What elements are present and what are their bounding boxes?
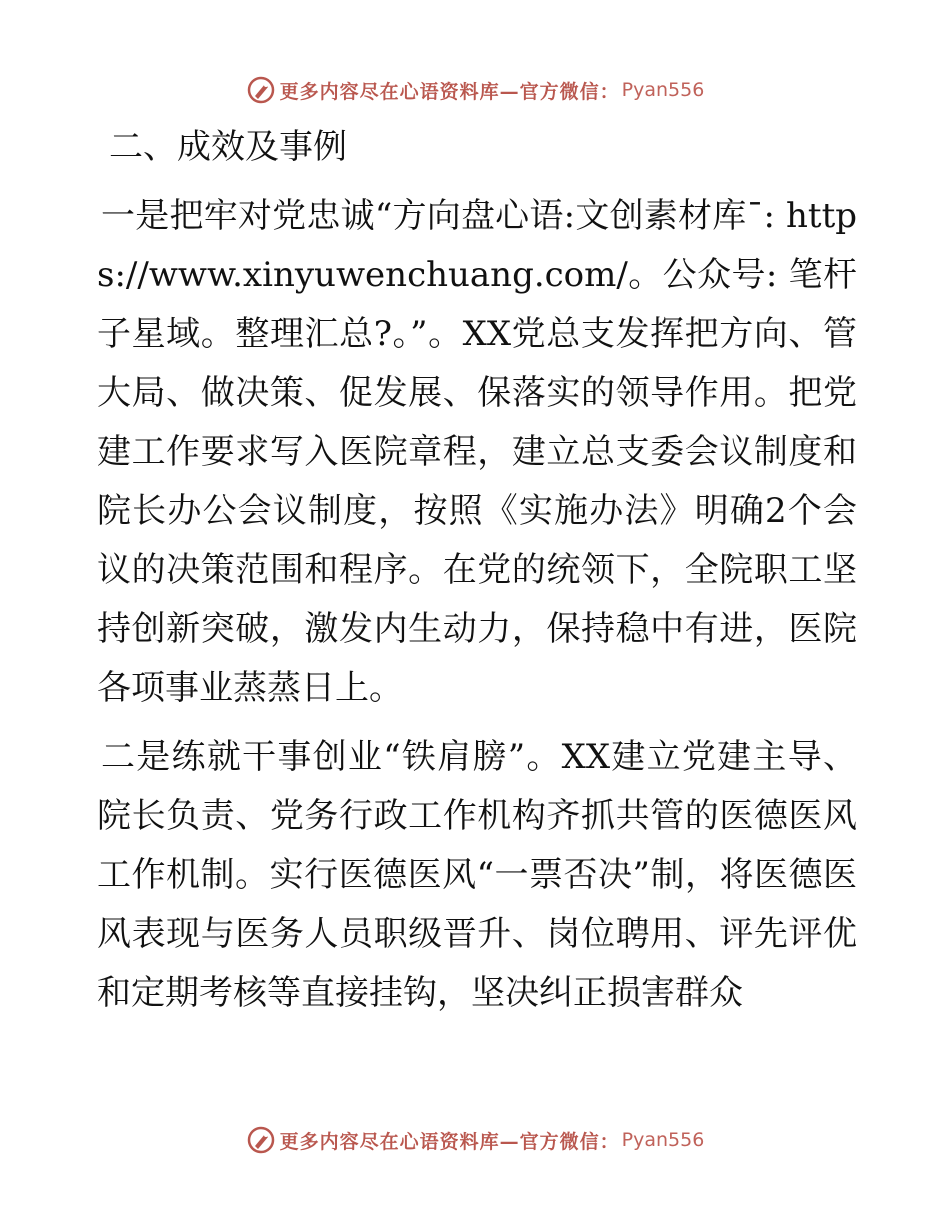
footer-banner: [0, 1120, 950, 1160]
pen-nib-logo-icon: [246, 75, 276, 105]
header-banner: [0, 70, 950, 110]
banner-account: Pyan556: [621, 1129, 705, 1151]
banner-account: Pyan556: [621, 79, 705, 101]
banner-text: 更多内容尽在心语资料库—官方微信：: [279, 1130, 620, 1153]
banner-text: 更多内容尽在心语资料库—官方微信：: [279, 80, 620, 103]
pen-nib-logo-icon: [246, 1125, 276, 1155]
paragraph-2: 二是练就干事创业“铁肩膀”。XX建立党建主导、院长负责、党务行政工作机构齐抓共管的医德医风工作机制。实行医德医风“一票否决”制，将医德医风表现与医务人员职级晋升、岗位聘用、评先评优和定期考核等直接挂钩，坚决纠正损害群众: [97, 737, 857, 1013]
document-body: [97, 118, 857, 1023]
section-heading: 二、成效及事例: [109, 127, 347, 167]
paragraph-1: 一是把牢对党忠诚“方向盘心语:文创素材库¯: https://www.xinyuwenchuang.com/。公众号: 笔杆子星域。整理汇总?。”。XX党总支发挥把方向、管大局、做决策、促发展、保落实的领导作用。把党建工作要求写入医院章程，建立总支委会议制度和院长办公会议制度，按照《实施办法》明确2个会议的决策范围和程序。在党的统领下，全院职工坚持创新突破，激发内生动力，保持稳中有进，医院各项事业蒸蒸日上。: [97, 196, 857, 708]
